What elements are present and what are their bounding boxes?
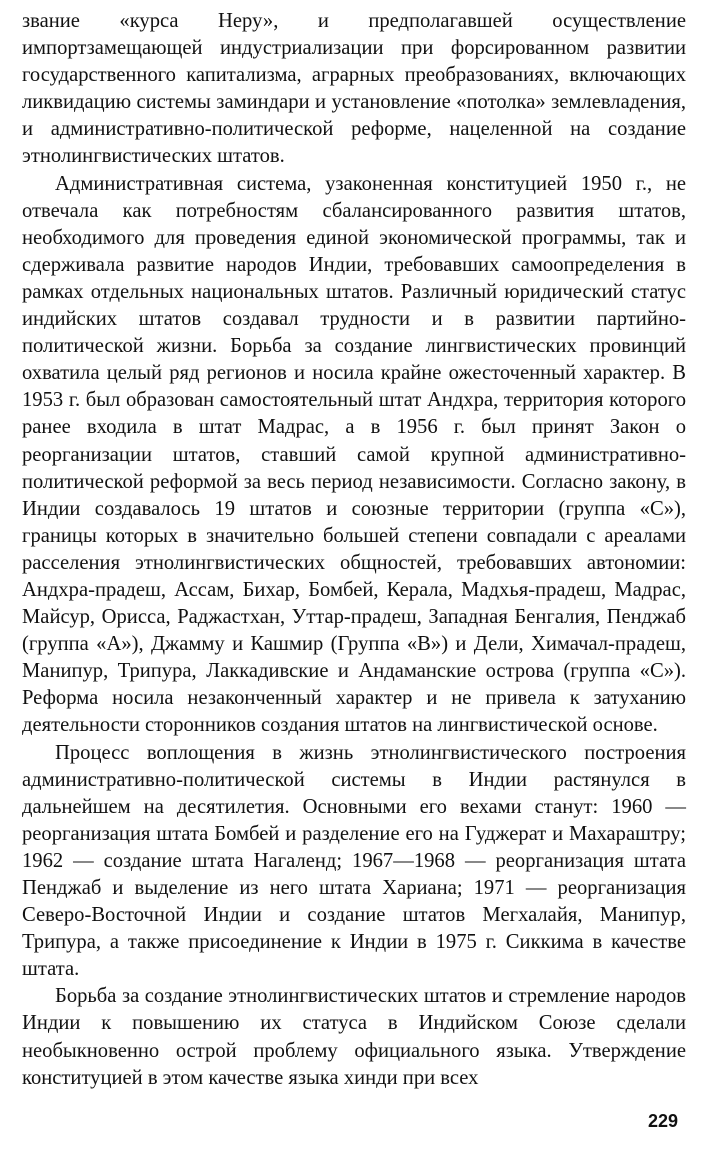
paragraph: Процесс воплощения в жизнь этнолингвистического построения административно-политической системы в Индии растянулся в дальнейшем на десятилетия. Основными его вехами станут: 1960 — реорганизация штата Бомбей и разделение его на Гуджерат и Махараштру; 1962 — создание штата Нагаленд; 1967—1968 — реорганизация штата Пенджаб и выделение из него штата Хариана; 1971 — реорганизация Северо-Восточной Индии и создание штатов Мегхалайя, Манипур, Трипура, а также присоединение к Индии в 1975 г. Сиккима в качестве штата. <box>22 741 686 981</box>
page-number: 229 <box>647 1111 678 1131</box>
book-page-text <box>22 8 686 1092</box>
paragraph-continued: звание «курса Неру», и предполагавшей осуществление импортзамещающей индустриализации при форсированном развитии государственного капитализма, аграрных преобразованиях, включающих ликвидацию системы заминдари и установление «потолка» землевладения, и административно-политической реформе, нацеленной на создание этнолингвистических штатов. <box>22 10 686 168</box>
paragraph: Борьба за создание этнолингвистических штатов и стремление народов Индии к повышению их статуса в Индийском Союзе сделали необыкновенно острой проблему официального языка. Утверждение конституцией в этом качестве языка хинди при всех <box>22 985 686 1089</box>
paragraph: Административная система, узаконенная конституцией 1950 г., не отвечала как потребностям сбалансированного развития штатов, необходимого для проведения единой экономической программы, так и сдерживала развитие народов Индии, требовавших самоопределения в рамках отдельных национальных штатов. Различный юридический статус индийских штатов создавал трудности и в развитии партийно-политической жизни. Борьба за создание лингвистических провинций охватила целый ряд регионов и носила крайне ожесточенный характер. В 1953 г. был образован самостоятельный штат Андхра, территория которого ранее входила в штат Мадрас, а в 1956 г. был принят Закон о реорганизации штатов, ставший самой крупной административно-политической реформой за весь период независимости. Согласно закону, в Индии создавалось 19 штатов и союзные территории (группа «С»), границы которых в значительно большей степени совпадали с ареалами расселения этнолингвистических общностей, требовавших автономии: Андхра-прадеш, Ассам, Бихар, Бомбей, Керала, Мадхья-прадеш, Мадрас, Майсур, Орисса, Раджастхан, Уттар-прадеш, Западная Бенгалия, Пенджаб (группа «А»), Джамму и Кашмир (Группа «В») и Дели, Химачал-прадеш, Манипур, Трипура, Лаккадивские и Андаманские острова (группа «С»). Реформа носила незаконченный характер и не привела к затуханию деятельности сторонников создания штатов на лингвистической основе. <box>22 172 686 737</box>
